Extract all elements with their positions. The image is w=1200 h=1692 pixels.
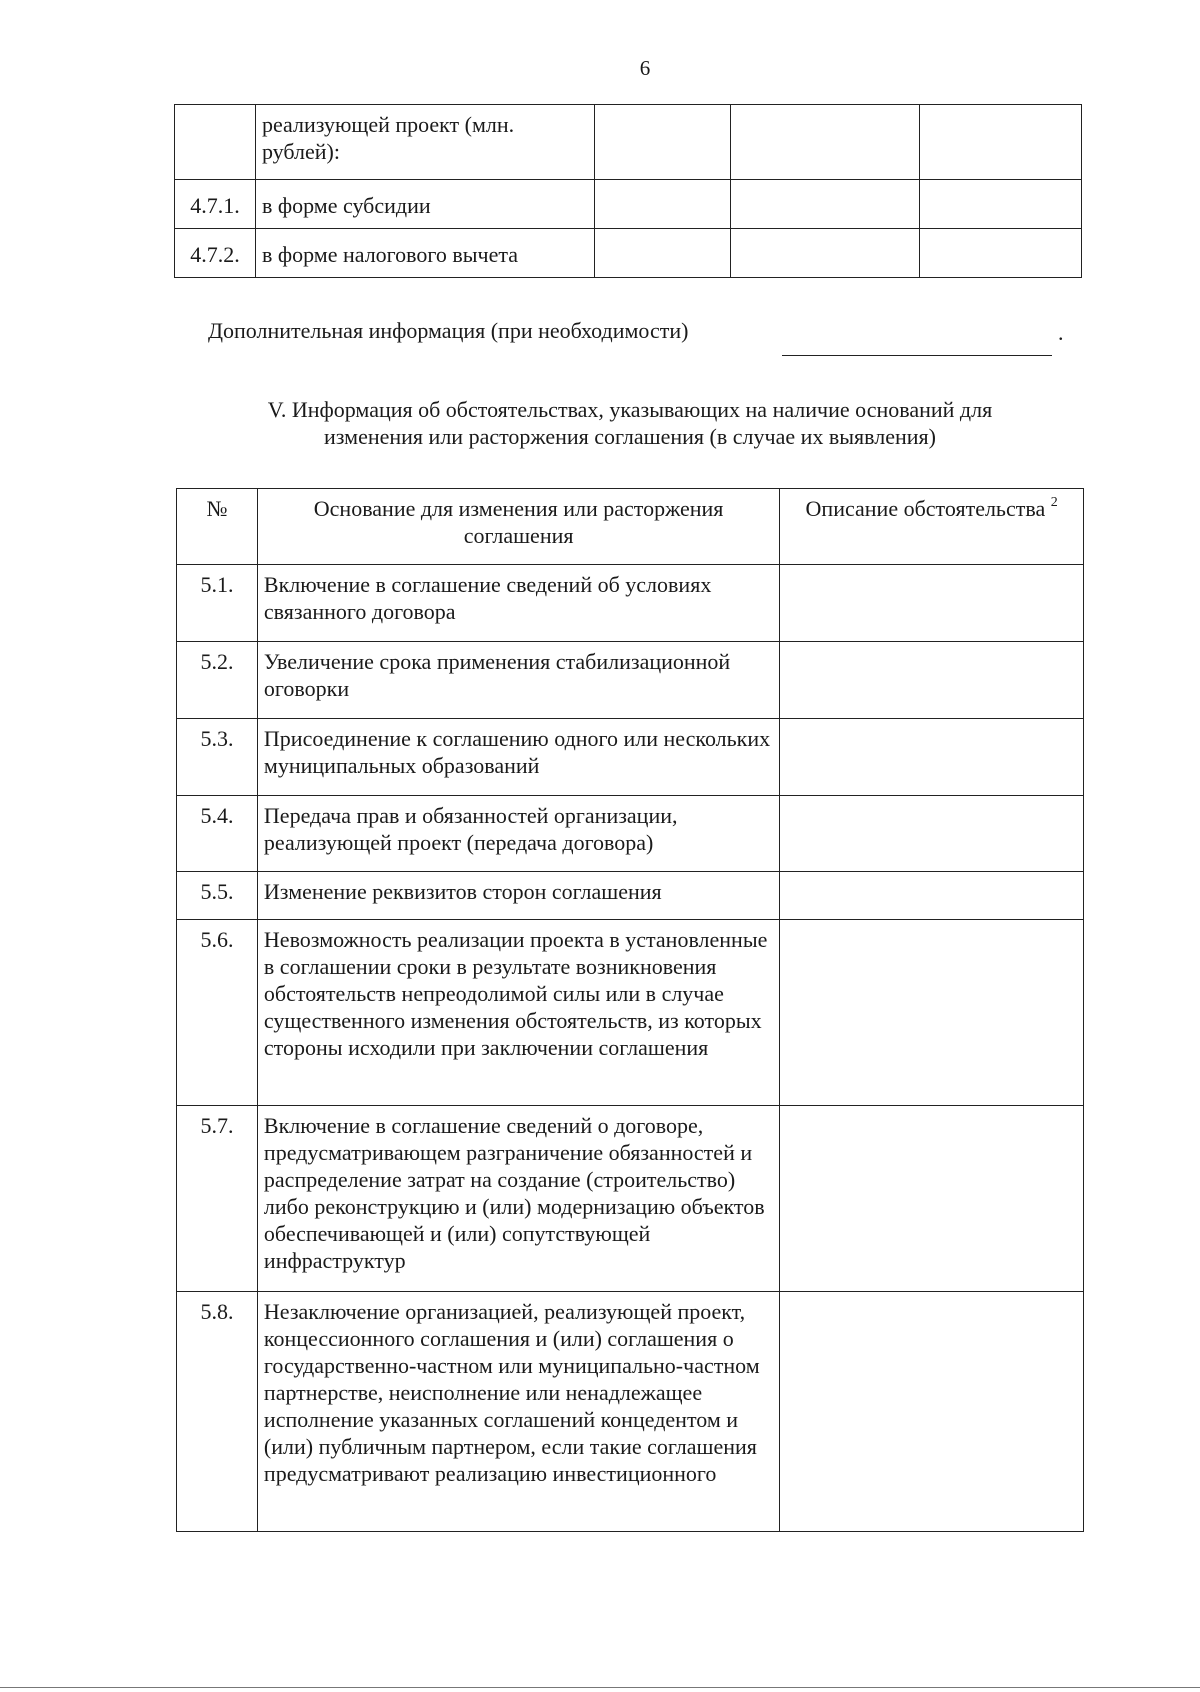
empty-cell — [594, 180, 731, 229]
row-number: 5.8. — [177, 1292, 258, 1532]
table-row — [175, 105, 1082, 180]
table-row — [177, 719, 1084, 796]
header-basis: Основание для изменения или расторжения соглашения — [257, 489, 779, 565]
section-title-line-1: V. Информация об обстоятельствах, указывающих на наличие оснований для — [267, 397, 993, 422]
table-row — [177, 1292, 1084, 1532]
row-number: 5.7. — [177, 1106, 258, 1292]
page-number: 6 — [639, 56, 651, 80]
table-funding-continuation — [174, 104, 1082, 278]
row-number: 4.7.2. — [175, 229, 256, 278]
row-number: 5.1. — [177, 565, 258, 642]
table-row — [177, 872, 1084, 920]
additional-info-dot: . — [1058, 320, 1064, 345]
row-number: 5.5. — [177, 872, 258, 920]
table-row — [175, 229, 1082, 278]
row-description — [780, 872, 1084, 920]
row-description — [780, 642, 1084, 719]
row-number: 5.3. — [177, 719, 258, 796]
scan-bottom-edge — [0, 1687, 1200, 1688]
row-basis: Увеличение срока применения стабилизационной оговорки — [257, 642, 779, 719]
empty-cell — [594, 229, 731, 278]
row-label: в форме налогового вычета — [255, 229, 594, 278]
row-description — [780, 719, 1084, 796]
section-title — [174, 396, 1086, 450]
header-description — [780, 489, 1084, 565]
empty-cell — [731, 229, 920, 278]
table-row — [177, 796, 1084, 872]
empty-cell — [920, 229, 1082, 278]
row-basis: Передача прав и обязанностей организации, реализующей проект (передача договора) — [257, 796, 779, 872]
table-row — [177, 1106, 1084, 1292]
row-description — [780, 565, 1084, 642]
table-header-row — [177, 489, 1084, 565]
empty-cell — [920, 105, 1082, 180]
table-row — [175, 180, 1082, 229]
row-description — [780, 1292, 1084, 1532]
row-number — [175, 105, 256, 180]
row-number: 4.7.1. — [175, 180, 256, 229]
additional-info-label: Дополнительная информация (при необходимости) — [208, 318, 689, 343]
additional-info-fill-line — [782, 355, 1052, 356]
row-basis: Незаключение организацией, реализующей проект, концессионного соглашения и (или) соглашения о государственно-частном или муниципально-частном партнерстве, неисполнение или ненадлежащее исполнение указанных соглашений концедентом и (или) публичным партнером, если такие соглашения предусматривают реализацию инвестиционного — [257, 1292, 779, 1532]
empty-cell — [594, 105, 731, 180]
row-basis: Включение в соглашение сведений об условиях связанного договора — [257, 565, 779, 642]
empty-cell — [731, 180, 920, 229]
table-row — [177, 920, 1084, 1106]
row-description — [780, 796, 1084, 872]
section-title-line-2: изменения или расторжения соглашения (в случае их выявления) — [324, 424, 936, 449]
row-basis: Изменение реквизитов сторон соглашения — [257, 872, 779, 920]
empty-cell — [731, 105, 920, 180]
row-number: 5.2. — [177, 642, 258, 719]
row-description — [780, 1106, 1084, 1292]
row-number: 5.4. — [177, 796, 258, 872]
table-change-grounds — [176, 488, 1084, 1532]
header-num: № — [177, 489, 258, 565]
table-row — [177, 642, 1084, 719]
footnote-marker: 2 — [1050, 495, 1058, 510]
table-row — [177, 565, 1084, 642]
row-number: 5.6. — [177, 920, 258, 1106]
row-basis: Включение в соглашение сведений о договоре, предусматривающем разграничение обязанностей и распределение затрат на создание (строительство) либо реконструкцию и (или) модернизацию объектов обеспечивающей и (или) сопутствующей инфраструктур — [257, 1106, 779, 1292]
header-description-text: Описание обстоятельства — [805, 496, 1046, 521]
row-label: в форме субсидии — [255, 180, 594, 229]
row-basis: Невозможность реализации проекта в установленные в соглашении сроки в результате возникновения обстоятельств непреодолимой силы или в случае существенного изменения обстоятельств, из которых стороны исходили при заключении соглашения — [257, 920, 779, 1106]
row-description — [780, 920, 1084, 1106]
empty-cell — [920, 180, 1082, 229]
row-label: реализующей проект (млн. рублей): — [255, 105, 594, 180]
row-basis: Присоединение к соглашению одного или нескольких муниципальных образований — [257, 719, 779, 796]
